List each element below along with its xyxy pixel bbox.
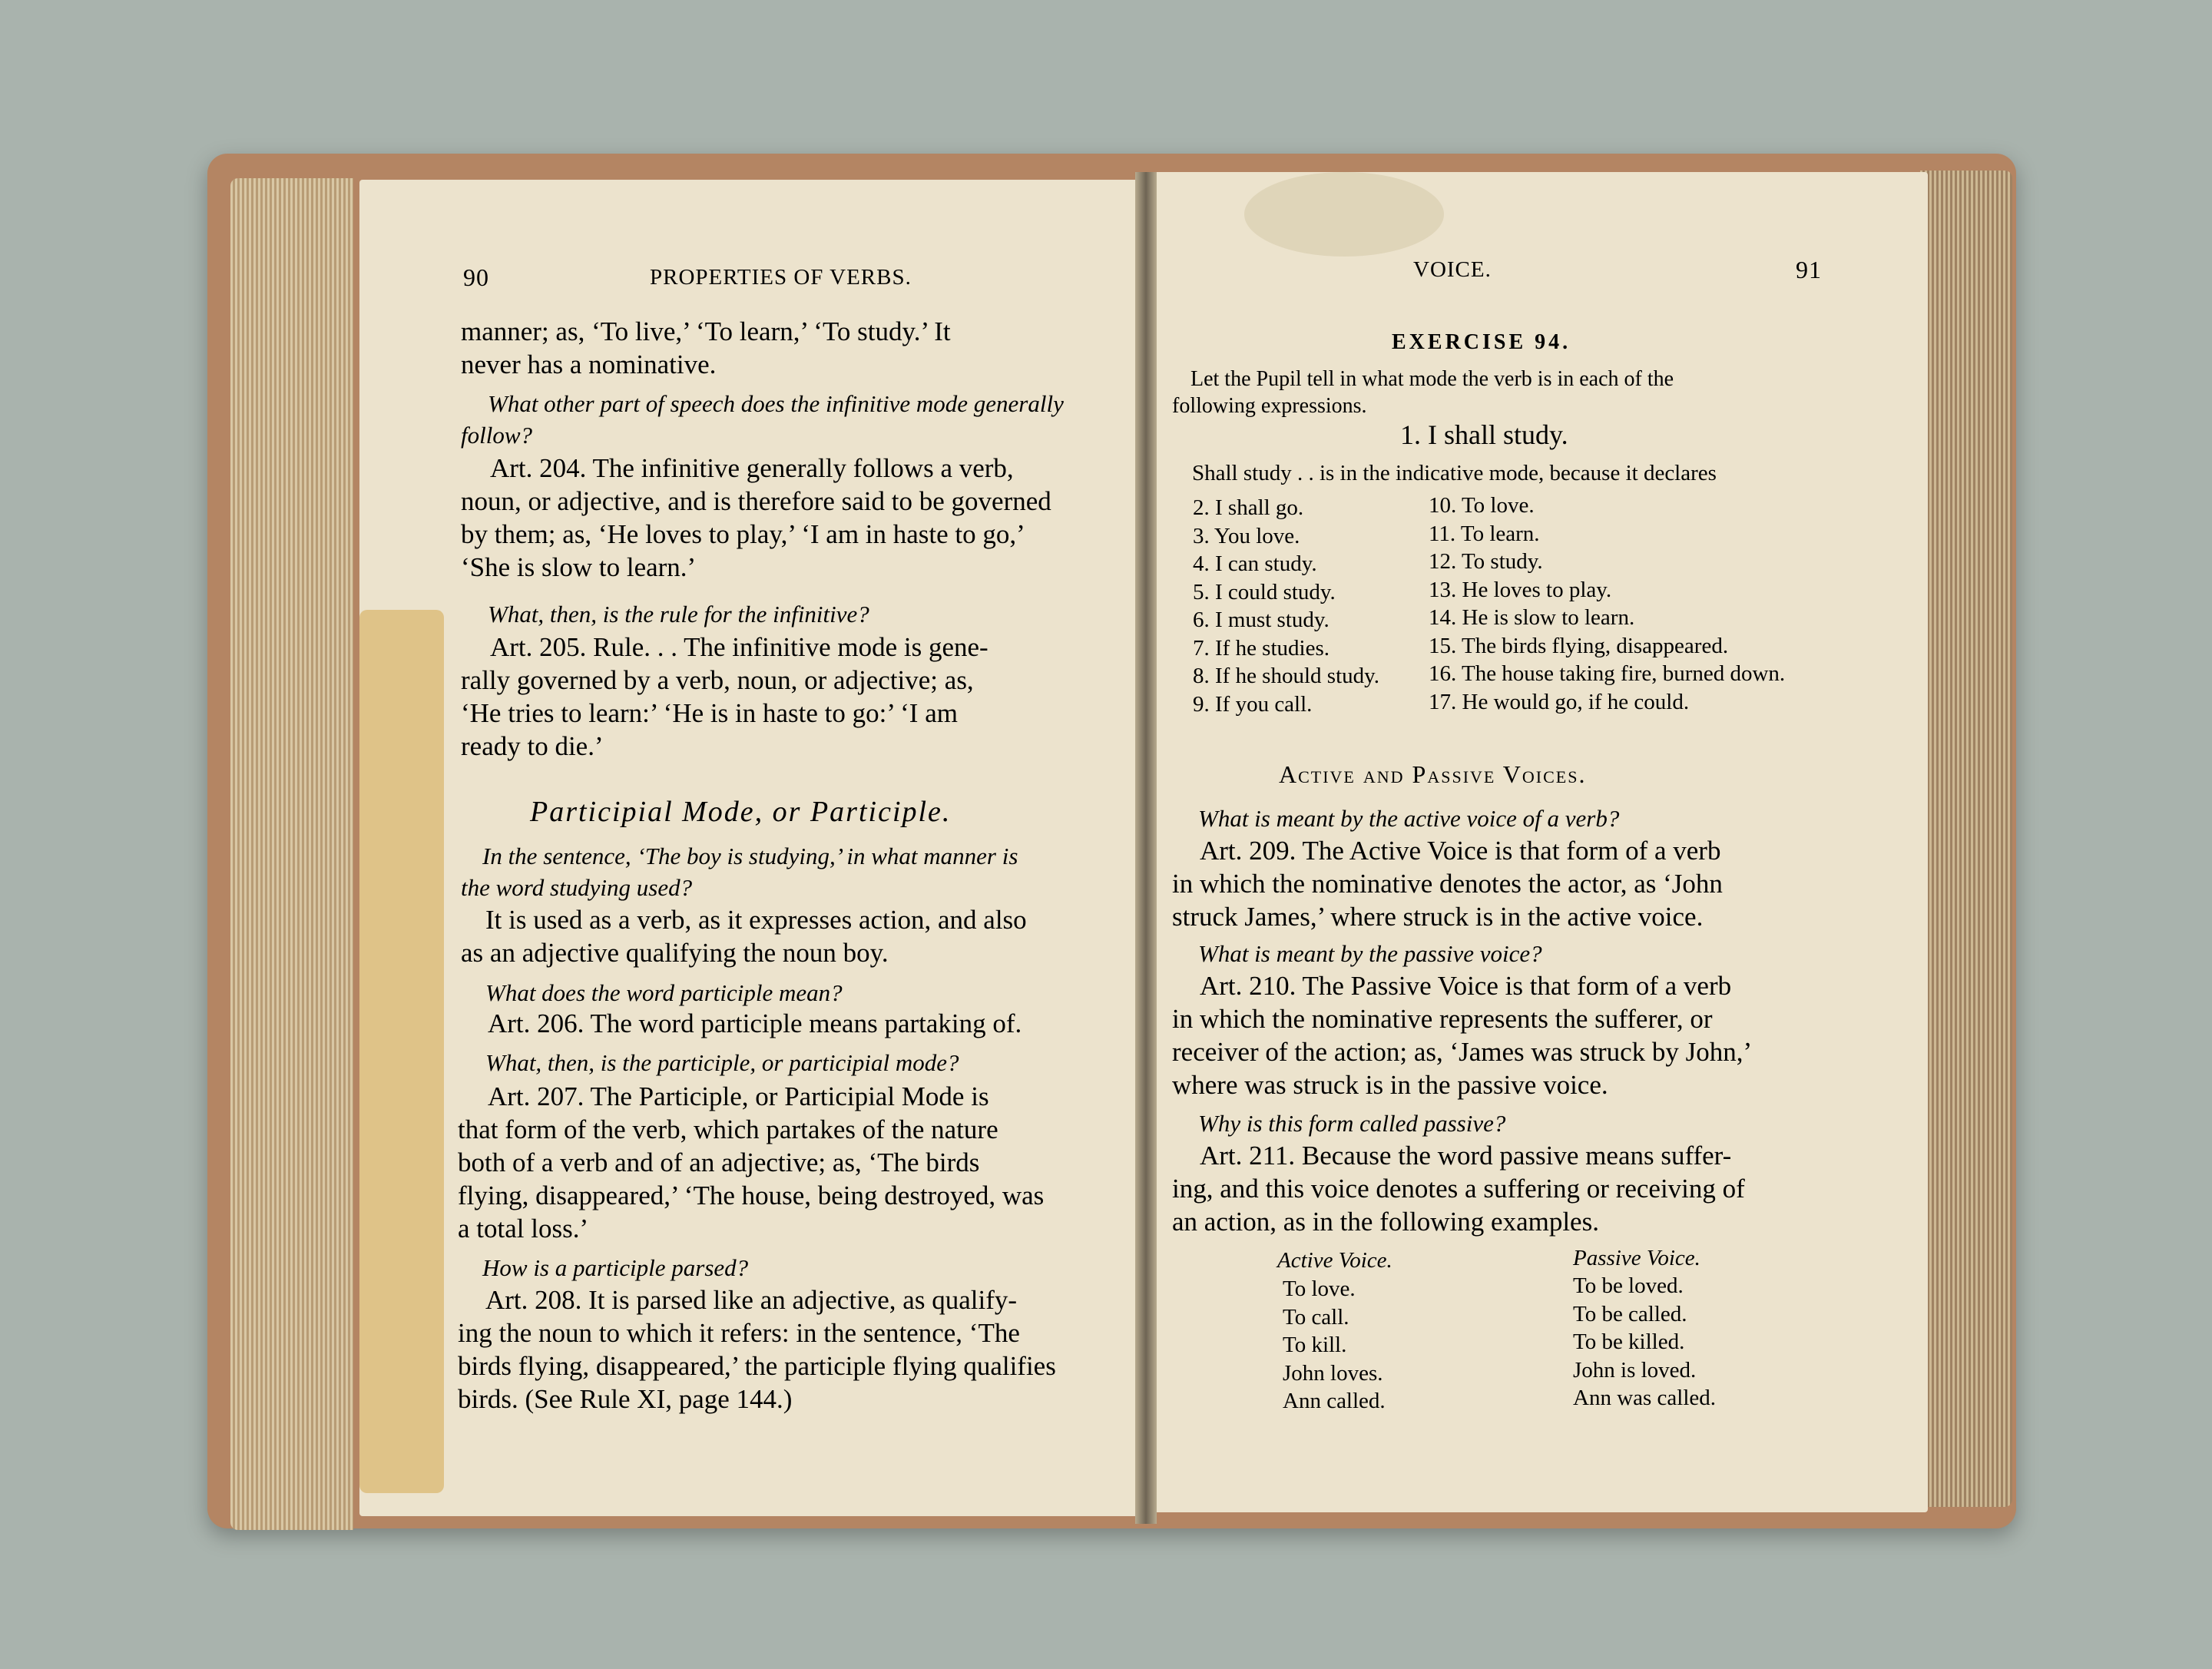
text-line: by them; as, ‘He loves to play,’ ‘I am in haste to go,’ <box>461 519 1025 549</box>
text-line: ready to die.’ <box>461 731 604 761</box>
text-line: ‘She is slow to learn.’ <box>461 552 697 582</box>
text-line: ing, and this voice denotes a suffering or receiving of <box>1172 1174 1745 1204</box>
text-line: rally governed by a verb, noun, or adjective; as, <box>461 665 974 695</box>
right-page-number: 91 <box>1796 256 1822 283</box>
right-running-head: VOICE. <box>1413 257 1492 282</box>
exercise-item: 4. I can study. <box>1193 551 1317 576</box>
text-line: ing the noun to which it refers: in the sentence, ‘The <box>458 1318 1020 1348</box>
active-voice-item: To call. <box>1283 1304 1349 1330</box>
text-line: noun, or adjective, and is therefore said to be governed <box>461 486 1051 516</box>
exercise-item: 5. I could study. <box>1193 579 1336 604</box>
text-line: Art. 210. The Passive Voice is that form of a verb <box>1200 971 1732 1001</box>
exercise-item: 8. If he should study. <box>1193 664 1379 688</box>
book-gutter <box>1135 172 1157 1524</box>
example-heading: 1. I shall study. <box>1400 419 1568 450</box>
text-line: that form of the verb, which partakes of the nature <box>458 1114 998 1144</box>
water-stain <box>359 610 444 1493</box>
passive-voice-item: To be called. <box>1573 1301 1687 1326</box>
stain-mark <box>1244 172 1444 257</box>
text-line: a total loss.’ <box>458 1214 589 1243</box>
text-line: ‘He tries to learn:’ ‘He is in haste to go:’ ‘I am <box>461 698 958 728</box>
text-line: It is used as a verb, as it expresses action, and also <box>485 905 1027 935</box>
exercise-item: 12. To study. <box>1429 549 1543 574</box>
example-explanation: Shall study . . is in the indicative mode, because it declares <box>1192 461 1717 485</box>
text-line: as an adjective qualifying the noun boy. <box>461 938 889 968</box>
exercise-title: EXERCISE 94. <box>1392 330 1571 354</box>
text-line: birds flying, disappeared,’ the participle flying qualifies <box>458 1351 1056 1381</box>
text-line: following expressions. <box>1172 394 1367 418</box>
section-heading: Active and Passive Voices. <box>1279 760 1587 788</box>
text-line: How is a participle parsed? <box>482 1254 749 1281</box>
text-line: Let the Pupil tell in what mode the verb is in each of the <box>1190 367 1674 391</box>
exercise-item: 13. He loves to play. <box>1429 577 1612 602</box>
text-line: Art. 205. Rule. . . The infinitive mode is gene- <box>490 632 988 662</box>
left-running-head: PROPERTIES OF VERBS. <box>650 265 912 290</box>
text-line: the word studying used? <box>461 874 693 901</box>
right-page-edges <box>1920 171 2012 1507</box>
text-line: Art. 208. It is parsed like an adjective, as qualify- <box>485 1285 1018 1315</box>
text-line: in which the nominative represents the sufferer, or <box>1172 1004 1713 1034</box>
text-line: Art. 204. The infinitive generally follows a verb, <box>490 453 1014 483</box>
active-voice-header: Active Voice. <box>1277 1248 1392 1273</box>
left-page-number: 90 <box>463 263 489 291</box>
text-line: an action, as in the following examples. <box>1172 1207 1599 1237</box>
text-line: flying, disappeared,’ ‘The house, being destroyed, was <box>458 1181 1045 1210</box>
exercise-item: 15. The birds flying, disappeared. <box>1429 633 1729 658</box>
active-voice-item: To kill. <box>1283 1333 1347 1357</box>
exercise-item: 7. If he studies. <box>1193 635 1330 661</box>
text-line: Why is this form called passive? <box>1198 1110 1506 1137</box>
text-line: never has a nominative. <box>461 349 717 379</box>
exercise-item: 6. I must study. <box>1193 608 1330 632</box>
text-line: follow? <box>461 422 533 449</box>
text-line: In the sentence, ‘The boy is studying,’ in what manner is <box>482 843 1018 869</box>
exercise-item: 2. I shall go. <box>1193 495 1304 520</box>
passive-voice-item: To be killed. <box>1573 1330 1685 1354</box>
active-voice-item: John loves. <box>1283 1360 1383 1386</box>
exercise-item: 16. The house taking fire, burned down. <box>1429 661 1786 686</box>
text-line: Art. 206. The word participle means partaking of. <box>488 1008 1022 1038</box>
passive-voice-item: Ann was called. <box>1573 1386 1717 1410</box>
text-line: Art. 211. Because the word passive means suffer- <box>1200 1141 1732 1171</box>
left-page-edges <box>230 178 353 1530</box>
exercise-item: 3. You love. <box>1193 523 1300 548</box>
text-line: What, then, is the rule for the infinitive? <box>488 601 869 628</box>
text-line: in which the nominative denotes the actor, as ‘John <box>1172 869 1723 899</box>
passive-voice-item: To be loved. <box>1573 1273 1684 1298</box>
text-line: where was struck is in the passive voice. <box>1172 1070 1608 1100</box>
exercise-item: 9. If you call. <box>1193 691 1313 717</box>
text-line: What is meant by the active voice of a verb? <box>1198 805 1620 832</box>
text-line: manner; as, ‘To live,’ ‘To learn,’ ‘To study.’ It <box>461 316 951 346</box>
exercise-item: 14. He is slow to learn. <box>1429 605 1635 630</box>
text-line: What is meant by the passive voice? <box>1198 940 1542 967</box>
text-line: birds. (See Rule XI, page 144.) <box>458 1384 793 1414</box>
passive-voice-header: Passive Voice. <box>1573 1246 1700 1270</box>
exercise-item: 10. To love. <box>1429 493 1535 518</box>
exercise-item: 17. He would go, if he could. <box>1429 689 1690 714</box>
text-line: struck James,’ where struck is in the active voice. <box>1172 902 1704 932</box>
text-line: Art. 209. The Active Voice is that form of a verb <box>1200 836 1721 866</box>
passive-voice-item: John is loved. <box>1573 1357 1697 1383</box>
text-line: receiver of the action; as, ‘James was struck by John,’ <box>1172 1037 1753 1067</box>
active-voice-item: To love. <box>1283 1277 1356 1301</box>
text-line: Participial Mode, or Participle. <box>530 796 952 828</box>
text-line: What does the word participle mean? <box>485 979 843 1006</box>
text-line: What, then, is the participle, or participial mode? <box>485 1049 959 1076</box>
text-line: What other part of speech does the infinitive mode generally <box>488 390 1064 417</box>
text-line: Art. 207. The Participle, or Participial Mode is <box>488 1081 989 1111</box>
active-voice-item: Ann called. <box>1283 1389 1386 1413</box>
text-line: both of a verb and of an adjective; as, ‘The birds <box>458 1147 980 1177</box>
exercise-item: 11. To learn. <box>1429 521 1540 546</box>
